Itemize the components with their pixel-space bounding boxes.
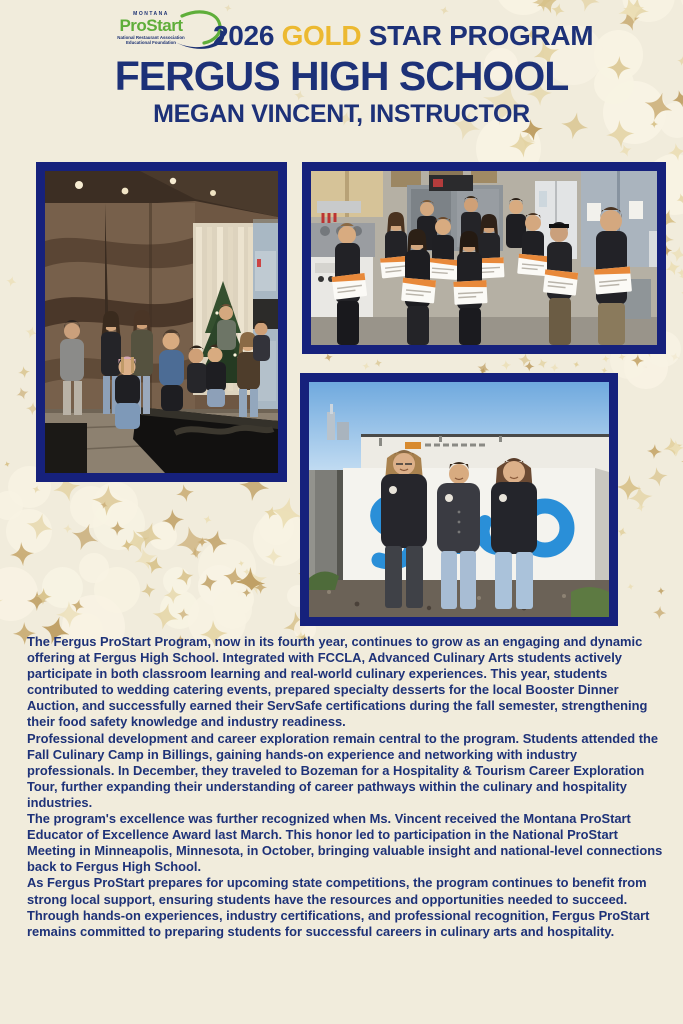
paragraph-4: As Fergus ProStart prepares for upcoming state competitions, the program continues to benefit from strong local support, ensuring students have the resources and opportunities needed to succeed. Through hands-on experiences, industry certifications, and professional recognition, Fergus ProStart remains committed to preparing students for successful careers in culinary arts and hospitality. bbox=[27, 875, 650, 939]
program-description bbox=[27, 634, 663, 940]
school-name: FERGUS HIGH SCHOOL bbox=[114, 53, 569, 99]
photo-certificates-group bbox=[302, 162, 666, 354]
program-title bbox=[213, 20, 593, 52]
title-year: 2026 bbox=[213, 20, 275, 51]
logo-region-label: MONTANA bbox=[133, 11, 169, 17]
logo-subtext-1: National Restaurant Association bbox=[117, 35, 185, 40]
title-rest: STAR PROGRAM bbox=[368, 20, 594, 51]
paragraph-2: Professional development and career exploration remain central to the program. Students attended the Fall Culinary Camp in Billings, gaining hands-on experience and networking with industry professionals. In December, they traveled to Bozeman for a Hospitality & Tourism Career Exploration Tour, further expanding their understanding of career pathways within the culinary and hospitality industries. bbox=[27, 730, 659, 810]
logo-prostart-label: ProStart bbox=[119, 16, 183, 35]
instructor-name: MEGAN VINCENT, INSTRUCTOR bbox=[153, 100, 530, 128]
paragraph-1: The Fergus ProStart Program, now in its fourth year, continues to grow as an engaging and dynamic offering at Fergus High School. Integrated with FCCLA, Advanced Culinary Arts students actively participate in both classroom learning and real-world culinary experiences. This year, students contributed to wedding catering events, prepared specialty desserts for the local Booster Dinner Auction, and successfully earned their ServSafe certifications during the fall semester, strengthening their food safety knowledge and industry readiness. bbox=[27, 634, 648, 730]
title-gold-word: GOLD bbox=[281, 20, 362, 51]
paragraph-3: The program's excellence was further recognized when Ms. Vincent received the Montana ProStart Educator of Excellence Award last March. This honor led to participation in the National ProStart Meeting in Minneapolis, Minnesota, in October, bringing valuable insight and national-level connections back to Fergus High School. bbox=[27, 811, 663, 875]
photo-lobby-group bbox=[36, 162, 287, 482]
photo-sysco-trio bbox=[300, 373, 618, 626]
logo-subtext-2: Educational Foundation bbox=[125, 40, 176, 45]
